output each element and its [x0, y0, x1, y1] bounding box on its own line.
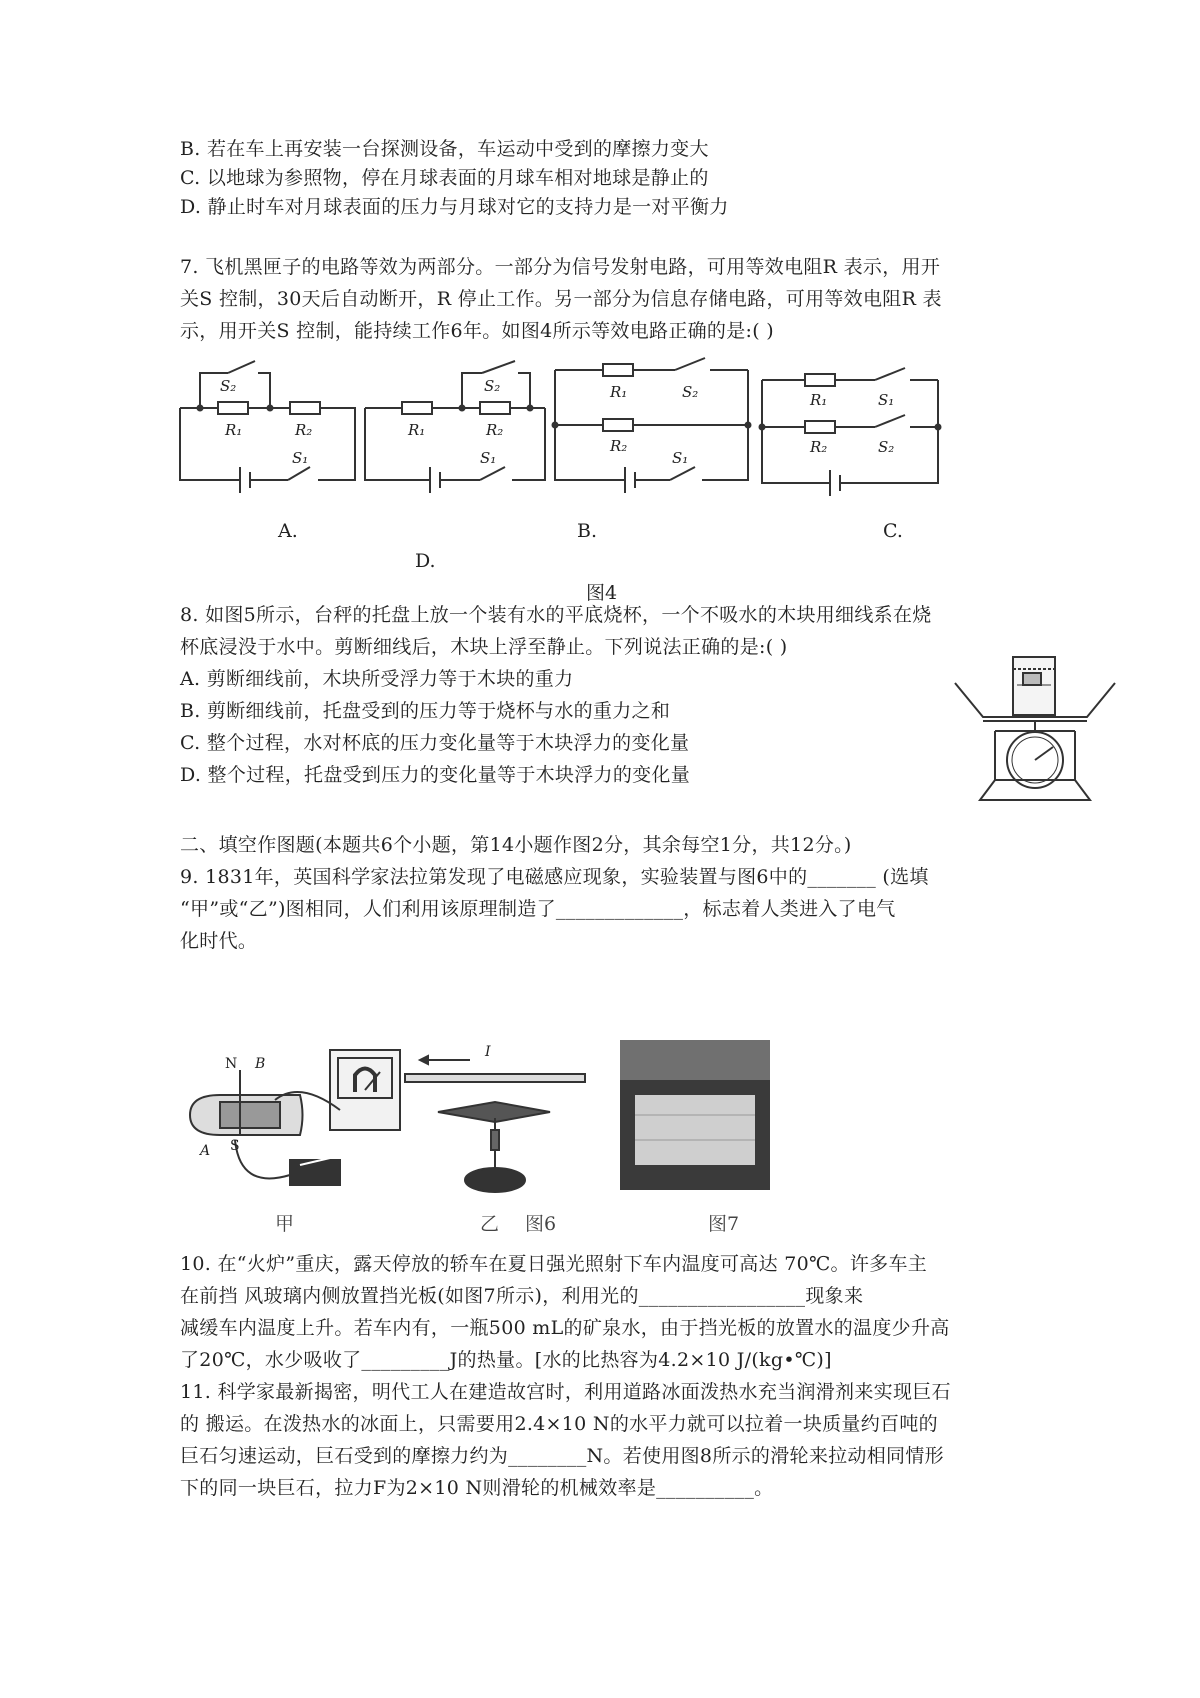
- q7-option-a: A.: [278, 520, 298, 542]
- circuit-a: [180, 361, 355, 493]
- q8-line-2: 杯底浸没于水中。剪断细线后，木块上浮至静止。下列说法正确的是:( ): [180, 636, 788, 658]
- figure-4-circuits: [170, 355, 950, 505]
- q9-line-2: “甲”或“乙”)图相同，人们利用该原理制造了_____________，标志着人类进入了电气: [180, 898, 896, 920]
- label-r2-a: R₂: [295, 421, 313, 439]
- q10-line-1: 10. 在“火炉”重庆，露天停放的轿车在夏日强光照射下车内温度可高达 70℃。许多车主: [180, 1253, 928, 1275]
- label-a: A: [200, 1143, 211, 1159]
- q7-line-1: 7. 飞机黑匣子的电路等效为两部分。一部分为信号发射电路，可用等效电阻R 表示，用开: [180, 256, 941, 278]
- figure-6-caption: 图6: [525, 1213, 557, 1235]
- q8-line-1: 8. 如图5所示，台秤的托盘上放一个装有水的平底烧杯，一个不吸水的木块用细线系在烧: [180, 604, 932, 626]
- q9-line-1: 9. 1831年，英国科学家法拉第发现了电磁感应现象，实验装置与图6中的_______ (选填: [180, 866, 929, 888]
- label-i: I: [485, 1044, 491, 1060]
- q10-line-2: 在前挡 风玻璃内侧放置挡光板(如图7所示)，利用光的_________________现象来: [180, 1285, 864, 1307]
- circuit-c: [555, 358, 748, 493]
- q11-line-3: 巨石匀速运动，巨石受到的摩擦力约为________N。若使用图8所示的滑轮来拉动相同情形: [180, 1445, 944, 1467]
- q11-line-4: 下的同一块巨石，拉力F为2×10 N则滑轮的机械效率是__________。: [180, 1477, 774, 1499]
- label-r1-a: R₁: [225, 421, 243, 439]
- q6-option-d: D. 静止时车对月球表面的压力与月球对它的支持力是一对平衡力: [180, 196, 729, 218]
- label-s: S: [230, 1138, 240, 1154]
- label-r1-b: R₁: [408, 421, 426, 439]
- q7-line-3: 示，用开关S 控制，能持续工作6年。如图4所示等效电路正确的是:( ): [180, 320, 774, 342]
- q8-option-d: D. 整个过程，托盘受到压力的变化量等于木块浮力的变化量: [180, 764, 691, 786]
- circuit-b: [365, 361, 545, 493]
- label-s2-d: S₂: [878, 438, 895, 456]
- q11-line-2: 的 搬运。在泼热水的冰面上，只需要用2.4×10 N的水平力就可以拉着一块质量约百吨的: [180, 1413, 938, 1435]
- label-r1-d: R₁: [810, 391, 828, 409]
- label-s1-b: S₁: [480, 449, 497, 467]
- q7-option-d: D.: [415, 550, 436, 572]
- q8-option-a: A. 剪断细线前，木块所受浮力等于木块的重力: [180, 668, 574, 690]
- q11-line-1: 11. 科学家最新揭密，明代工人在建造故宫时，利用道路冰面泼热水充当润滑剂来实现巨石: [180, 1381, 951, 1403]
- label-s1-a: S₁: [292, 449, 309, 467]
- q8-option-c: C. 整个过程，水对杯底的压力变化量等于木块浮力的变化量: [180, 732, 690, 754]
- q10-line-4: 了20℃，水少吸收了_________J的热量。[水的比热容为4.2×10 J/(kg•℃)]: [180, 1349, 832, 1371]
- label-r1-c: R₁: [610, 383, 628, 401]
- q9-line-3: 化时代。: [180, 930, 258, 952]
- figure-6-label-jia: 甲: [275, 1213, 295, 1235]
- q6-option-c: C. 以地球为参照物，停在月球表面的月球车相对地球是静止的: [180, 167, 709, 189]
- label-n: N: [225, 1056, 238, 1072]
- label-b: B: [255, 1056, 266, 1072]
- label-s2-b: S₂: [484, 377, 501, 395]
- figure-5-scale: [955, 655, 1115, 800]
- figure-6-label-yi: 乙: [480, 1213, 500, 1235]
- label-s1-c: S₁: [672, 449, 689, 467]
- label-r2-c: R₂: [610, 437, 628, 455]
- label-s2-a: S₂: [220, 377, 237, 395]
- label-s2-c: S₂: [682, 383, 699, 401]
- label-r2-b: R₂: [486, 421, 504, 439]
- section-2-title: 二、填空作图题(本题共6个小题，第14小题作图2分，其余每空1分，共12分。): [180, 834, 852, 856]
- figure-6-7: [180, 1040, 840, 1240]
- q7-option-c: C.: [883, 520, 903, 542]
- q6-option-b: B. 若在车上再安装一台探测设备，车运动中受到的摩擦力变大: [180, 138, 709, 160]
- label-s1-d: S₁: [878, 391, 895, 409]
- q7-line-2: 关S 控制，30天后自动断开，R 停止工作。另一部分为信息存储电路，可用等效电阻R 表: [180, 288, 942, 310]
- q8-option-b: B. 剪断细线前，托盘受到的压力等于烧杯与水的重力之和: [180, 700, 671, 722]
- q7-option-b: B.: [577, 520, 598, 542]
- figure-6-yi-apparatus: [405, 1056, 585, 1192]
- q10-line-3: 减缓车内温度上升。若车内有，一瓶500 mL的矿泉水，由于挡光板的放置水的温度少升高: [180, 1317, 950, 1339]
- circuit-d: [762, 368, 938, 496]
- figure-7-photo: [620, 1040, 770, 1190]
- figure-6-jia-apparatus: [190, 1050, 400, 1185]
- label-r2-d: R₂: [810, 438, 828, 456]
- figure-7-caption: 图7: [708, 1213, 740, 1235]
- figure-4-caption: 图4: [586, 582, 618, 604]
